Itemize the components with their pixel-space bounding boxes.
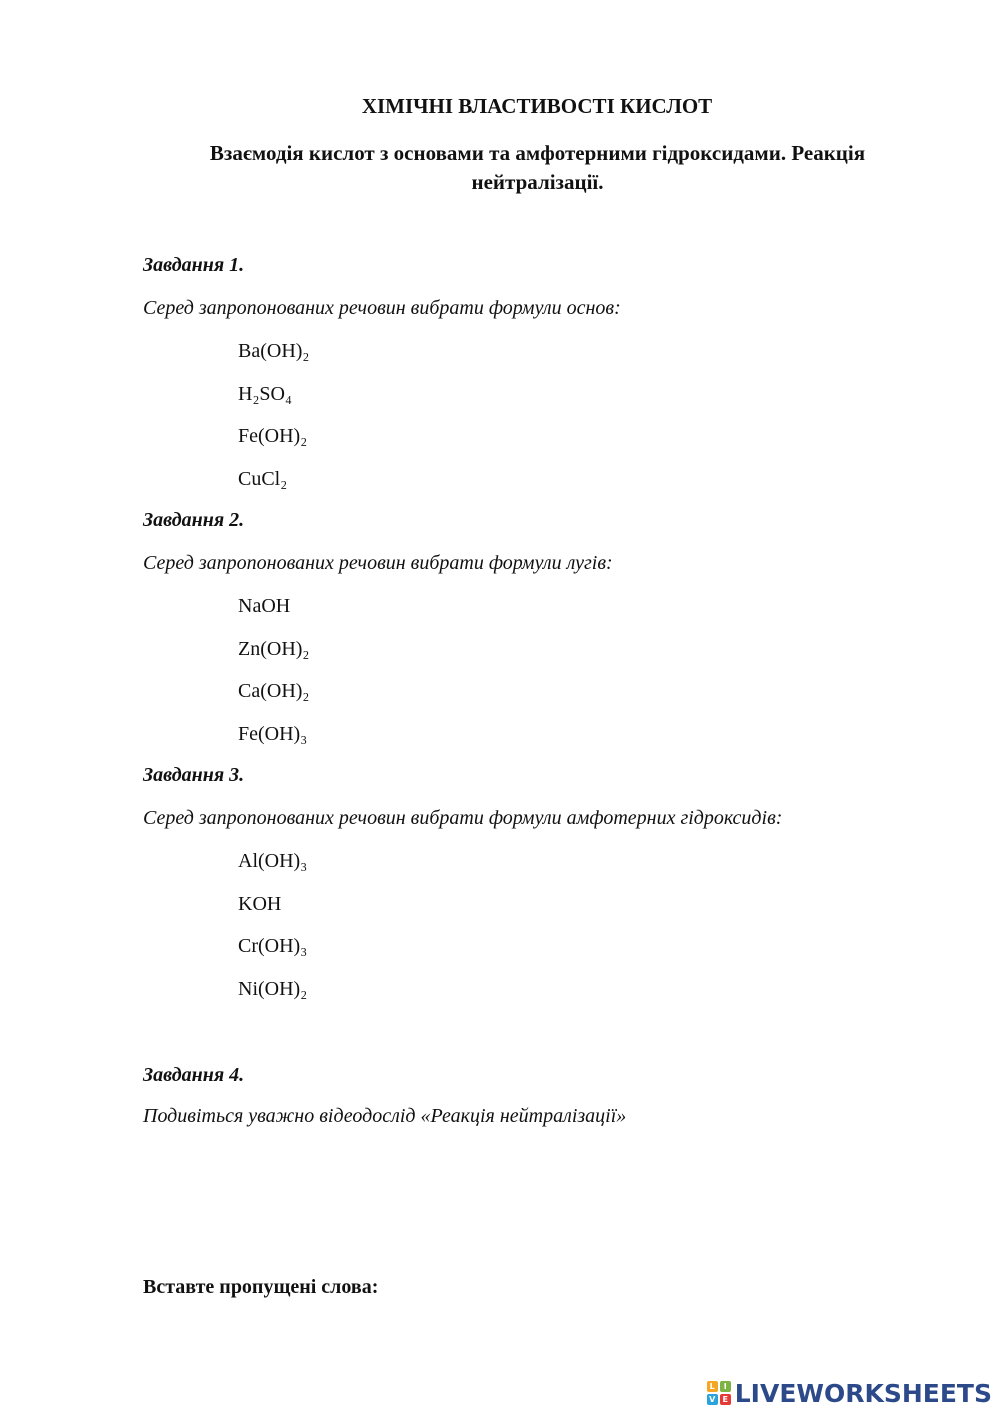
formula-option[interactable]: H₂SO₄: [238, 382, 292, 405]
formula-option[interactable]: Zn(OH)₂: [238, 637, 310, 660]
formula-option[interactable]: Ca(OH)₂: [238, 680, 310, 702]
brand-text: LIVEWORKSHEETS: [734, 1378, 992, 1408]
formula-option[interactable]: KOH: [238, 892, 282, 915]
liveworksheets-icon: [707, 1381, 731, 1405]
logo-tile: L: [707, 1381, 718, 1392]
task-2-heading: Завдання 2.: [143, 509, 245, 531]
task-3-instruction: Серед запропонованих речовин вибрати формули амфотерних гідроксидів:: [143, 807, 783, 829]
formula-option[interactable]: Fe(OH)₂: [238, 425, 308, 447]
page-subtitle: Взаємодія кислот з основами та амфотерними гідроксидами. Реакція нейтралізації.: [209, 141, 866, 194]
formula-option[interactable]: Fe(OH)₃: [238, 722, 308, 745]
task-1-instruction: Серед запропонованих речовин вибрати формули основ:: [143, 297, 621, 319]
task-1-formula-list: [238, 339, 309, 509]
formula-option[interactable]: CuCl₂: [238, 467, 288, 490]
logo-tile: I: [720, 1381, 731, 1392]
task-2-instruction: Серед запропонованих речовин вибрати формули лугів:: [143, 552, 613, 574]
task-4-heading: Завдання 4.: [143, 1064, 245, 1086]
task-3-heading: Завдання 3.: [143, 764, 245, 786]
liveworksheets-logo: [707, 1376, 992, 1410]
formula-option[interactable]: Ba(OH)₂: [238, 340, 310, 362]
formula-option[interactable]: Ni(OH)₂: [238, 977, 308, 1000]
formula-option[interactable]: NaOH: [238, 595, 291, 617]
task-4-instruction: Подивіться уважно відеодослід «Реакція нейтралізації»: [143, 1105, 627, 1127]
task-3-formula-list: [238, 849, 307, 1019]
logo-tile: V: [707, 1394, 718, 1405]
page-title: ХІМІЧНІ ВЛАСТИВОСТІ КИСЛОТ: [361, 94, 713, 118]
logo-tile: E: [720, 1394, 731, 1405]
formula-option[interactable]: Cr(OH)₃: [238, 935, 308, 957]
task-2-formula-list: [238, 594, 309, 764]
task-1-heading: Завдання 1.: [143, 254, 245, 276]
fill-in-heading: Вставте пропущені слова:: [143, 1276, 379, 1298]
formula-option[interactable]: Al(OH)₃: [238, 850, 308, 872]
